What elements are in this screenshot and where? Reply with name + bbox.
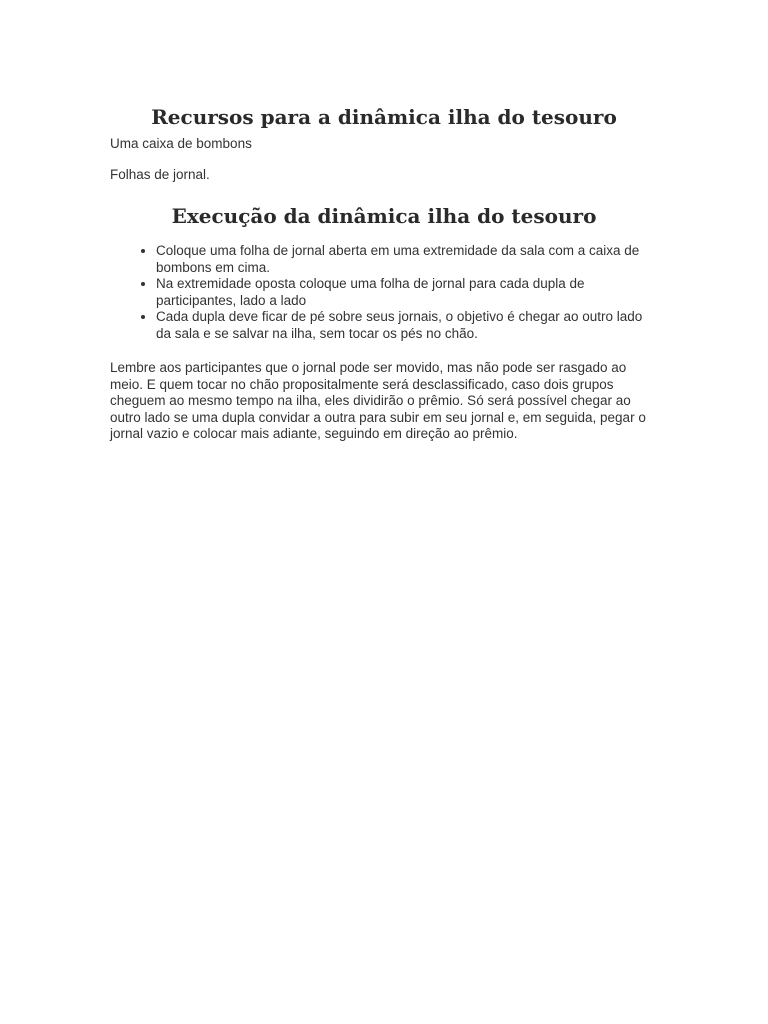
resource-item: Folhas de jornal. [110, 166, 210, 182]
rules-paragraph: Lembre aos participantes que o jornal pode ser movido, mas não pode ser rasgado ao meio. E quem tocar no chão propositalmente será desclassificado, caso dois grupos cheguem ao mesmo tempo na ilha, eles dividirão o prêmio. Só será possível chegar ao outro lado se uma dupla convidar a outra para subir em seu jornal e, em seguida, pegar o jornal vazio e colocar mais adiante, seguindo em direção ao prêmio. [110, 360, 646, 441]
execution-heading: Execução da dinâmica ilha do tesouro [171, 204, 597, 228]
execution-step: • Na extremidade oposta coloque uma folha de jornal para cada dupla de participantes, lado a lado [156, 276, 658, 309]
resources-heading: Recursos para a dinâmica ilha do tesouro [151, 105, 617, 129]
execution-step: • Coloque uma folha de jornal aberta em uma extremidade da sala com a caixa de bombons em cima. [156, 243, 658, 276]
document-page [110, 98, 658, 443]
resource-item: Uma caixa de bombons [110, 136, 252, 151]
execution-step: • Cada dupla deve ficar de pé sobre seus jornais, o objetivo é chegar ao outro lado da sala e se salvar na ilha, sem tocar os pés no chão. [156, 309, 658, 342]
execution-steps-list [110, 243, 658, 342]
